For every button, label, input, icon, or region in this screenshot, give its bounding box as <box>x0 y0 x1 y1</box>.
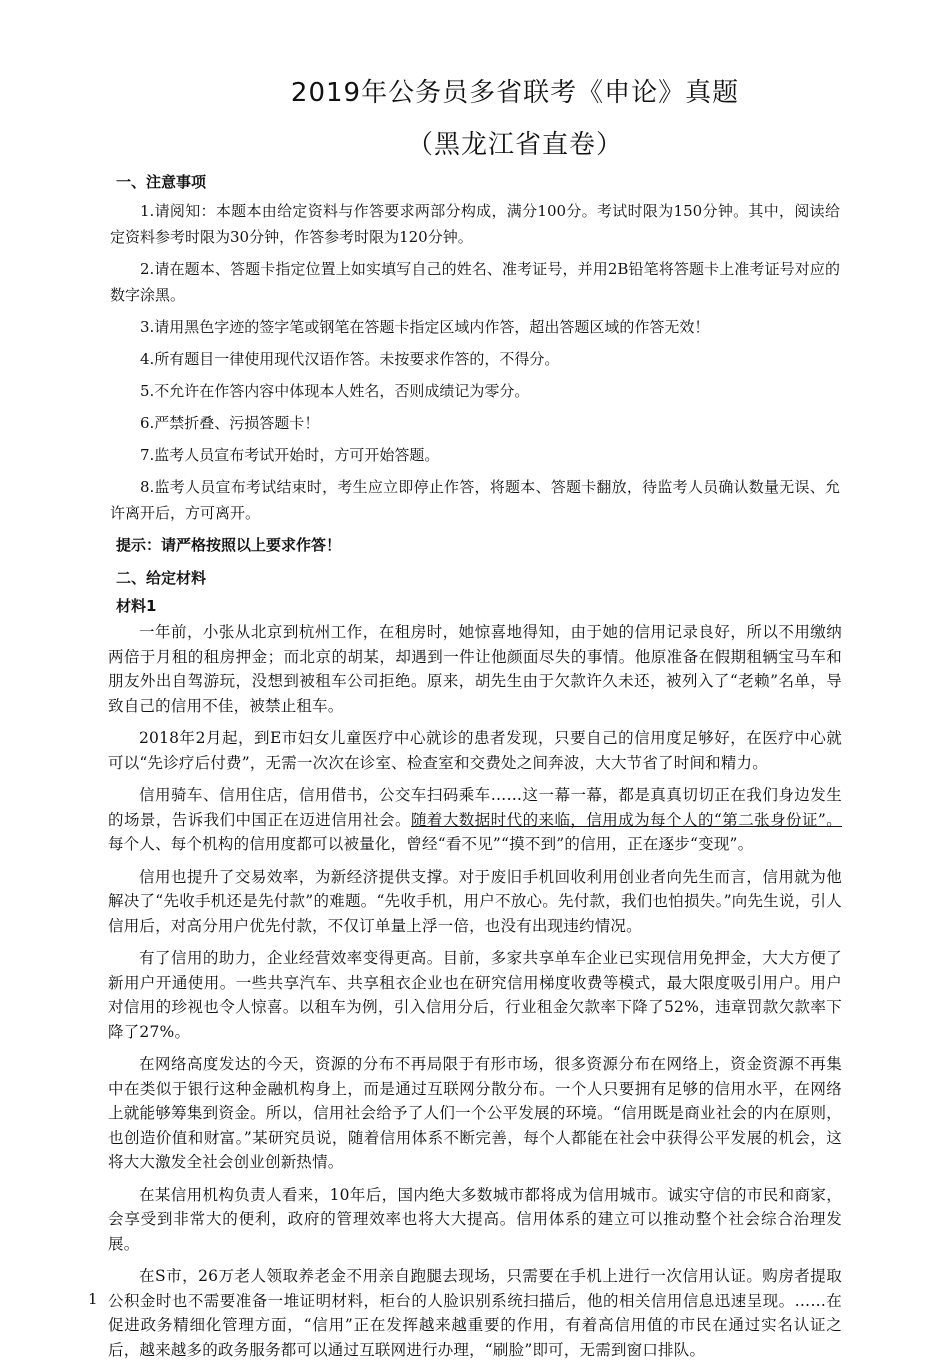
note-item: 3.请用黑色字迹的签字笔或钢笔在答题卡指定区域内作答，超出答题区域的作答无效！ <box>140 318 710 336</box>
tip-text: 提示：请严格按照以上要求作答！ <box>116 536 342 554</box>
paragraph-text: 每个人、每个机构的信用度都可以被量化，曾经“看不见”“摸不到”的信用，正在逐步“变现”。 <box>108 835 754 853</box>
material-paragraph: 有了信用的助力，企业经营效率变得更高。目前，多家共享单车企业已实现信用免押金，大大方便了新用户开通使用。一些共享汽车、共享租衣企业也在研究信用梯度收费等模式，最大限度吸引用户。用户对信用的珍视也令人惊喜。以租车为例，引入信用分后，行业租金欠款率下降了52%，违章罚款欠款率下降了27%。 <box>108 949 842 1041</box>
material-paragraph: 在某信用机构负责人看来，10年后，国内绝大多数城市都将成为信用城市。诚实守信的市民和商家，会享受到非常大的便利，政府的管理效率也将大大提高。信用体系的建立可以推动整个社会综合治理发展。 <box>108 1185 842 1253</box>
note-item: 7.监考人员宣布考试开始时，方可开始答题。 <box>140 446 440 464</box>
material-label: 材料1 <box>116 597 157 615</box>
page-subtitle: （黑龙江省直卷） <box>406 130 623 160</box>
material-paragraph: 一年前，小张从北京到杭州工作，在租房时，她惊喜地得知，由于她的信用记录良好，所以不用缴纳两倍于月租的租房押金；而北京的胡某，却遇到一件让他颜面尽失的事情。他原准备在假期租辆宝马车和朋友外出自驾游玩，没想到被租车公司拒绝。原来，胡先生由于欠款许久未还，被列入了“老赖”名单，导致自己的信用不佳，被禁止租车。 <box>108 623 842 715</box>
note-item: 2.请在题本、答题卡指定位置上如实填写自己的姓名、准考证号，并用2B铅笔将答题卡上准考证号对应的数字涂黑。 <box>110 260 840 304</box>
page-number: 1 <box>88 1290 98 1308</box>
page-title: 2019年公务员多省联考《申论》真题 <box>290 78 740 108</box>
note-item: 6.严禁折叠、污损答题卡！ <box>140 414 320 432</box>
paragraph-text: 信用骑车、信用住店，信用借书，公交车扫码乘车……这一幕一幕，都是真真切切正在我们身边发生的场景，告诉我们中国正在迈进信用社会。 <box>108 786 842 829</box>
material-paragraph: 在S市，26万老人领取养老金不用亲自跑腿去现场，只需要在手机上进行一次信用认证。购房者提取公积金时也不需要准备一堆证明材料，柜台的人脸识别系统扫描后，他的相关信用信息迅速呈现。……在促进政务精细化管理方面，“信用”正在发挥越来越重要的作用，有着高信用值的市民在通过实名认证之后，越来越多的政务服务都可以通过互联网进行办理，“刷脸”即可，无需到窗口排队。 <box>108 1267 842 1359</box>
material-paragraph: 在网络高度发达的今天，资源的分布不再局限于有形市场，很多资源分布在网络上，资金资源不再集中在类似于银行这种金融机构身上，而是通过互联网分散分布。一个人只要拥有足够的信用水平，在网络上就能够筹集到资金。所以，信用社会给予了人们一个公平发展的环境。“信用既是商业社会的内在原则，也创造价值和财富。”某研究员说，随着信用体系不断完善，每个人都能在社会中获得公平发展的机会，这将大大激发全社会创业创新热情。 <box>108 1055 842 1171</box>
note-item: 8.监考人员宣布考试结束时，考生应立即停止作答，将题本、答题卡翻放，待监考人员确认数量无误、允许离开后，方可离开。 <box>110 478 840 522</box>
section-heading-notes: 一、注意事项 <box>116 173 207 191</box>
material-paragraph <box>108 783 842 857</box>
note-item: 4.所有题目一律使用现代汉语作答。未按要求作答的，不得分。 <box>140 350 560 368</box>
note-item: 5.不允许在作答内容中体现本人姓名，否则成绩记为零分。 <box>140 382 530 400</box>
underlined-text: 随着大数据时代的来临，信用成为每个人的“第二张身份证”。 <box>410 810 842 829</box>
material-paragraph: 信用也提升了交易效率，为新经济提供支撑。对于废旧手机回收利用创业者向先生而言，信用就为他解决了“先收手机还是先付款”的难题。“先收手机，用户不放心。先付款，我们也怕损失。”向先生说，引人信用后，对高分用户优先付款，不仅订单量上浮一倍，也没有出现违约情况。 <box>108 867 842 935</box>
section-heading-materials: 二、给定材料 <box>116 569 207 587</box>
document-body <box>0 168 950 1370</box>
note-item: 1.请阅知：本题本由给定资料与作答要求两部分构成，满分100分。考试时限为150分钟。其中，阅读给定资料参考时限为30分钟，作答参考时限为120分钟。 <box>110 202 840 246</box>
material-paragraph: 2018年2月起，到E市妇女儿童医疗中心就诊的患者发现，只要自己的信用度足够好，在医疗中心就可以“先诊疗后付费”，无需一次次在诊室、检查室和交费处之间奔波，大大节省了时间和精力。 <box>108 729 842 772</box>
